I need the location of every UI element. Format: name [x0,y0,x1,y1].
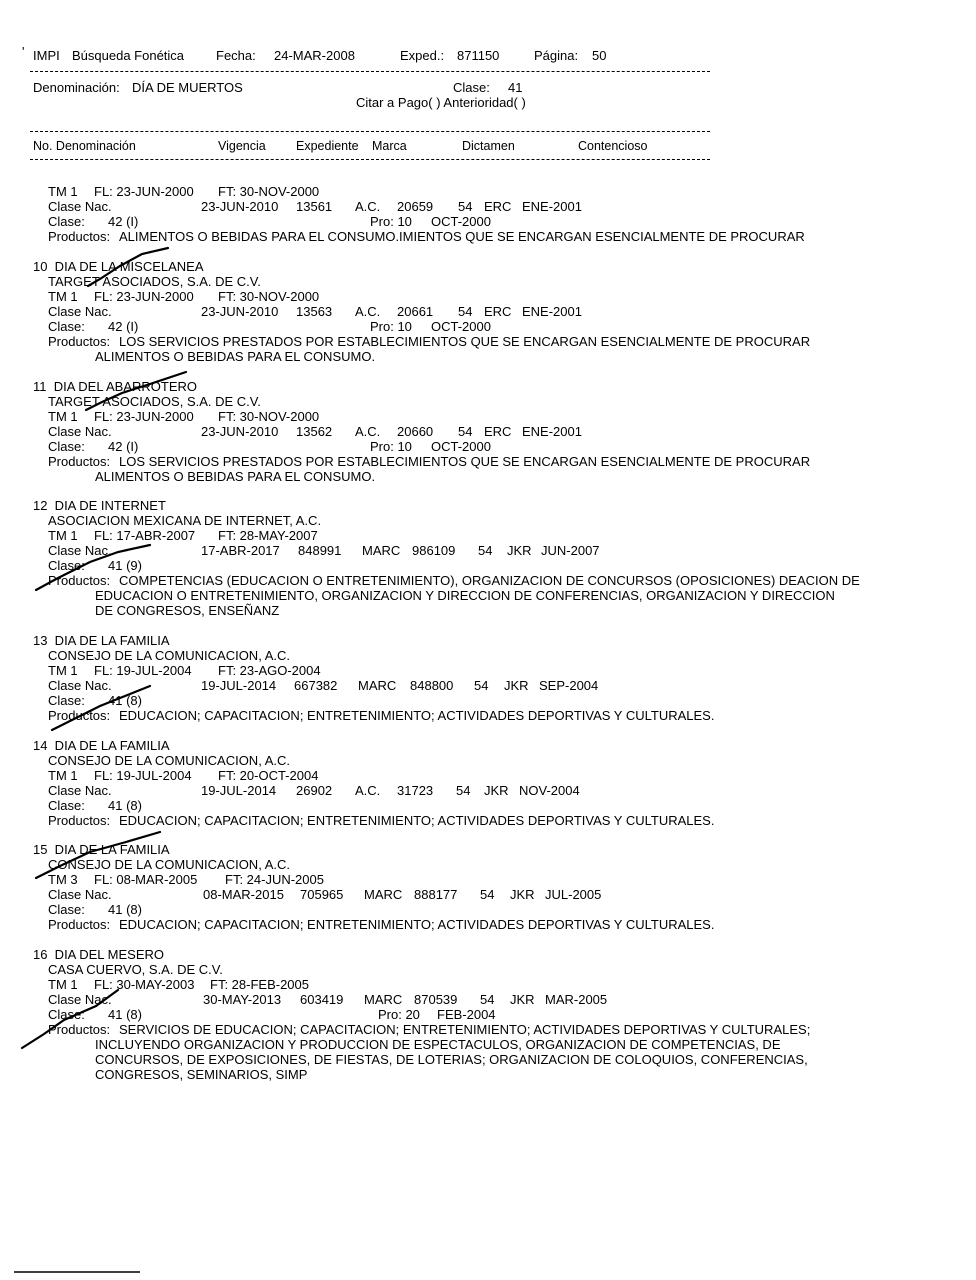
dictamen-date: SEP-2004 [539,678,599,693]
pro-value: Pro: 10 [370,439,412,454]
dictamen-date: NOV-2004 [519,783,580,798]
clase-value: 41 (8) [108,798,142,813]
marca-type: MARC [362,543,401,558]
fl-date: FL: 23-JUN-2000 [94,289,194,304]
clase-value: 42 (I) [108,439,139,454]
pro-value: Pro: 20 [378,1007,420,1022]
ft-date: FT: 30-NOV-2000 [218,289,320,304]
citar-line: Citar a Pago( ) Anterioridad( ) [356,95,526,110]
titular-name: ASOCIACION MEXICANA DE INTERNET, A.C. [48,513,322,528]
entry-title: 15 DIA DE LA FAMILIA [33,842,170,857]
dictamen-initials: JKR [510,887,535,902]
exped-value: 871150 [457,48,500,63]
registro-number: 31723 [397,783,434,798]
productos-line: COMPETENCIAS (EDUCACION O ENTRETENIMIENTO), ORGANIZACION DE CONCURSOS (OPOSICIONES) DEACION DE [119,573,860,588]
busqueda-label: Búsqueda Fonética [72,48,185,63]
productos-label: Productos: [48,917,111,932]
clase-value: 41 (9) [108,558,142,573]
titular-name: CONSEJO DE LA COMUNICACION, A.C. [48,648,290,663]
productos-line: CONGRESOS, SEMINARIOS, SIMP [95,1067,308,1082]
expediente-number: 848991 [298,543,342,558]
clase-nac-label: Clase Nac. [48,424,112,439]
productos-label: Productos: [48,708,111,723]
ft-date: FT: 20-OCT-2004 [218,768,319,783]
dictamen-code: 54 [458,304,473,319]
marca-type: A.C. [355,199,381,214]
pen-check-mark [22,990,118,1048]
clase-nac-label: Clase Nac. [48,887,112,902]
dictamen-code: 54 [480,887,495,902]
clase-label: Clase: [48,558,85,573]
col-dictamen: Dictamen [462,139,515,153]
registro-number: 986109 [412,543,456,558]
tm-code: TM 1 [48,528,78,543]
productos-line: EDUCACION; CAPACITACION; ENTRETENIMIENTO; ACTIVIDADES DEPORTIVAS Y CULTURALES. [119,813,715,828]
pen-check-mark [36,545,150,590]
tm-code: TM 1 [48,289,78,304]
clase-value: 42 (I) [108,319,139,334]
ft-date: FT: 24-JUN-2005 [225,872,324,887]
pro-date: FEB-2004 [437,1007,496,1022]
ft-date: FT: 28-MAY-2007 [218,528,318,543]
dictamen-initials: JKR [510,992,535,1007]
clase-label: Clase: [48,214,85,229]
registro-number: 870539 [414,992,458,1007]
fl-date: FL: 30-MAY-2003 [94,977,195,992]
denominacion-value: DÍA DE MUERTOS [132,80,243,95]
pagina-label: Página: [534,48,579,63]
pen-check-mark [36,832,160,878]
pen-check-mark [88,248,168,286]
vigencia-date: 23-JUN-2010 [201,424,279,439]
titular-name: CONSEJO DE LA COMUNICACION, A.C. [48,753,290,768]
dictamen-initials: ERC [484,199,512,214]
expediente-number: 603419 [300,992,344,1007]
dictamen-date: ENE-2001 [522,199,582,214]
clase-label: Clase: [453,80,490,95]
dictamen-initials: JKR [484,783,509,798]
productos-line: CONCURSOS, DE EXPOSICIONES, DE FIESTAS, DE LOTERIAS; ORGANIZACION DE COLOQUIOS, CONFERENCIAS, [95,1052,808,1067]
productos-line: INCLUYENDO ORGANIZACION Y PRODUCCION DE ESPECTACULOS, ORGANIZACION DE COMPETENCIAS, DE [95,1037,781,1052]
marca-type: A.C. [355,304,381,319]
vigencia-date: 19-JUL-2014 [201,678,277,693]
fl-date: FL: 19-JUL-2004 [94,663,192,678]
fl-date: FL: 23-JUN-2000 [94,409,194,424]
fecha-value: 24-MAR-2008 [274,48,355,63]
productos-line: SERVICIOS DE EDUCACION; CAPACITACION; ENTRETENIMIENTO; ACTIVIDADES DEPORTIVAS Y CULTURALES; [119,1022,811,1037]
productos-label: Productos: [48,1022,111,1037]
col-contencioso: Contencioso [578,139,648,153]
ft-date: FT: 30-NOV-2000 [218,409,320,424]
denominacion-label: Denominación: [33,80,120,95]
dictamen-initials: ERC [484,424,512,439]
dictamen-code: 54 [456,783,471,798]
vigencia-date: 30-MAY-2013 [203,992,282,1007]
marca-type: A.C. [355,783,381,798]
productos-line: EDUCACION O ENTRETENIMIENTO, ORGANIZACION Y DIRECCION DE CONFERENCIAS, ORGANIZACION Y DIRECCION [95,588,835,603]
clase-nac-label: Clase Nac. [48,304,112,319]
vigencia-date: 17-ABR-2017 [201,543,280,558]
productos-line: LOS SERVICIOS PRESTADOS POR ESTABLECIMIENTOS QUE SE ENCARGAN ESENCIALMENTE DE PROCURAR [119,454,811,469]
dictamen-code: 54 [474,678,489,693]
productos-label: Productos: [48,573,111,588]
dictamen-date: MAR-2005 [545,992,608,1007]
col-vigencia: Vigencia [218,139,266,153]
pro-date: OCT-2000 [431,214,491,229]
marca-type: MARC [358,678,397,693]
productos-label: Productos: [48,229,111,244]
entry-title: 13 DIA DE LA FAMILIA [33,633,170,648]
clase-nac-label: Clase Nac. [48,543,112,558]
scan-tick-mark: ' [22,44,25,59]
dictamen-code: 54 [458,199,473,214]
marca-type: MARC [364,887,403,902]
tm-code: TM 3 [48,872,78,887]
marca-type: MARC [364,992,403,1007]
titular-name: TARGET ASOCIADOS, S.A. DE C.V. [48,274,261,289]
expediente-number: 26902 [296,783,333,798]
dictamen-date: JUL-2005 [545,887,602,902]
tm-code: TM 1 [48,768,78,783]
entry-title: 14 DIA DE LA FAMILIA [33,738,170,753]
pen-check-mark [52,686,150,730]
productos-line: LOS SERVICIOS PRESTADOS POR ESTABLECIMIENTOS QUE SE ENCARGAN ESENCIALMENTE DE PROCURAR [119,334,811,349]
vigencia-date: 08-MAR-2015 [203,887,284,902]
vigencia-date: 23-JUN-2010 [201,199,279,214]
tm-code: TM 1 [48,184,78,199]
ft-date: FT: 28-FEB-2005 [210,977,309,992]
pro-date: OCT-2000 [431,319,491,334]
pro-value: Pro: 10 [370,214,412,229]
ft-date: FT: 23-AGO-2004 [218,663,321,678]
marca-type: A.C. [355,424,381,439]
productos-line: EDUCACION; CAPACITACION; ENTRETENIMIENTO; ACTIVIDADES DEPORTIVAS Y CULTURALES. [119,917,715,932]
entry-title: 12 DIA DE INTERNET [33,498,166,513]
clase-label: Clase: [48,439,85,454]
entry-title: 11 DIA DEL ABARROTERO [33,379,197,394]
impi-label: IMPI [33,48,60,63]
expediente-number: 667382 [294,678,338,693]
dictamen-date: ENE-2001 [522,424,582,439]
registro-number: 848800 [410,678,454,693]
fl-date: FL: 17-ABR-2007 [94,528,196,543]
entry-title: 10 DIA DE LA MISCELANEA [33,259,204,274]
expediente-number: 13561 [296,199,333,214]
clase-nac-label: Clase Nac. [48,992,112,1007]
productos-line: EDUCACION; CAPACITACION; ENTRETENIMIENTO; ACTIVIDADES DEPORTIVAS Y CULTURALES. [119,708,715,723]
productos-line: ALIMENTOS O BEBIDAS PARA EL CONSUMO. [95,349,376,364]
col-no-denominacion: No. Denominación [33,139,136,153]
expediente-number: 13563 [296,304,333,319]
registro-number: 20660 [397,424,434,439]
clase-nac-label: Clase Nac. [48,783,112,798]
tm-code: TM 1 [48,977,78,992]
productos-line: ALIMENTOS O BEBIDAS PARA EL CONSUMO. [95,469,376,484]
tm-code: TM 1 [48,409,78,424]
clase-nac-label: Clase Nac. [48,199,112,214]
productos-line: ALIMENTOS O BEBIDAS PARA EL CONSUMO.IMIENTOS QUE SE ENCARGAN ESENCIALMENTE DE PROCURAR [119,229,805,244]
vigencia-date: 19-JUL-2014 [201,783,277,798]
col-expediente: Expediente [296,139,359,153]
dictamen-initials: JKR [507,543,532,558]
dictamen-initials: JKR [504,678,529,693]
fecha-label: Fecha: [216,48,256,63]
clase-label: Clase: [48,1007,85,1022]
col-marca: Marca [372,139,407,153]
ft-date: FT: 30-NOV-2000 [218,184,320,199]
clase-label: Clase: [48,319,85,334]
clase-label: Clase: [48,693,85,708]
dictamen-date: ENE-2001 [522,304,582,319]
pen-check-mark [86,372,186,410]
fl-date: FL: 19-JUL-2004 [94,768,192,783]
tm-code: TM 1 [48,663,78,678]
dictamen-code: 54 [480,992,495,1007]
productos-label: Productos: [48,813,111,828]
pagina-value: 50 [592,48,607,63]
dictamen-code: 54 [458,424,473,439]
expediente-number: 705965 [300,887,344,902]
titular-name: CONSEJO DE LA COMUNICACION, A.C. [48,857,290,872]
clase-value: 41 (8) [108,693,142,708]
clase-value: 42 (I) [108,214,139,229]
titular-name: TARGET ASOCIADOS, S.A. DE C.V. [48,394,261,409]
productos-label: Productos: [48,454,111,469]
fl-date: FL: 08-MAR-2005 [94,872,198,887]
dictamen-date: JUN-2007 [541,543,600,558]
titular-name: CASA CUERVO, S.A. DE C.V. [48,962,223,977]
productos-line: DE CONGRESOS, ENSEÑANZ [95,603,280,618]
registro-number: 888177 [414,887,458,902]
clase-value: 41 [508,80,523,95]
registro-number: 20661 [397,304,434,319]
registro-number: 20659 [397,199,434,214]
clase-value: 41 (8) [108,902,142,917]
vigencia-date: 23-JUN-2010 [201,304,279,319]
clase-label: Clase: [48,798,85,813]
clase-value: 41 (8) [108,1007,142,1022]
expediente-number: 13562 [296,424,333,439]
clase-label: Clase: [48,902,85,917]
dictamen-code: 54 [478,543,493,558]
productos-label: Productos: [48,334,111,349]
fl-date: FL: 23-JUN-2000 [94,184,194,199]
dictamen-initials: ERC [484,304,512,319]
pro-date: OCT-2000 [431,439,491,454]
exped-label: Exped.: [400,48,445,63]
clase-nac-label: Clase Nac. [48,678,112,693]
pro-value: Pro: 10 [370,319,412,334]
entry-title: 16 DIA DEL MESERO [33,947,165,962]
